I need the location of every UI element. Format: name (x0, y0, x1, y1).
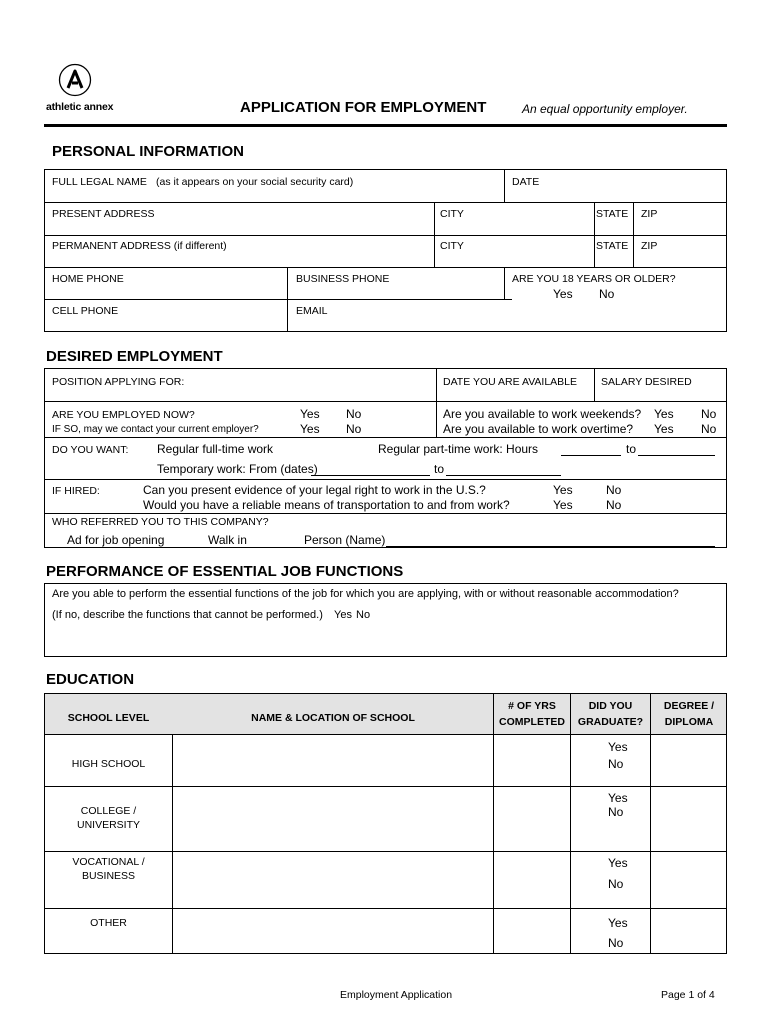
performance-heading: PERFORMANCE OF ESSENTIAL JOB FUNCTIONS (46, 563, 404, 580)
col-years-line2: COMPLETED (499, 716, 565, 728)
date-field[interactable] (506, 186, 725, 201)
row-level-line2: UNIVERSITY (76, 819, 140, 831)
permanent-state-label: STATE (596, 240, 629, 252)
performance-question: Are you able to perform the essential functions of the job for which you are applying, with or without reasonable accommodation? (52, 588, 679, 600)
desired-heading: DESIRED EMPLOYMENT (46, 348, 223, 365)
walk-in-option[interactable]: Walk in (208, 533, 247, 547)
present-zip-label: ZIP (641, 208, 658, 220)
if-hired-label: IF HIRED: (52, 485, 100, 497)
date-available-label: DATE YOU ARE AVAILABLE (443, 376, 578, 388)
graduate-yes-option[interactable]: Yes (608, 740, 628, 754)
full-name-note: (as it appears on your social security card) (156, 176, 354, 188)
permanent-city-label: CITY (440, 240, 464, 252)
graduate-yes-option[interactable]: Yes (608, 916, 628, 930)
row-level: COLLEGE / (80, 805, 137, 817)
col-years-line1: # OF YRS (508, 700, 556, 712)
contact-yes-option[interactable]: Yes (300, 422, 320, 436)
school-name-field[interactable] (173, 787, 493, 851)
degree-field[interactable] (651, 909, 726, 953)
degree-field[interactable] (651, 852, 726, 908)
row-level: VOCATIONAL / (72, 856, 145, 868)
overtime-no-option[interactable]: No (701, 422, 717, 436)
home-phone-field[interactable] (45, 284, 285, 298)
weekends-no-option[interactable]: No (701, 407, 717, 421)
contact-employer-label: IF SO, may we contact your current employer? (52, 424, 259, 435)
col-graduate-line1: DID YOU (588, 700, 633, 712)
temp-to-label: to (434, 462, 445, 476)
transport-yes-option[interactable]: Yes (553, 498, 573, 512)
legal-no-option[interactable]: No (606, 483, 622, 497)
row-level: OTHER (90, 917, 127, 929)
position-label: POSITION APPLYING FOR: (52, 376, 185, 388)
col-degree-line1: DEGREE / (663, 700, 715, 712)
hours-to-label: to (626, 442, 637, 456)
date-available-field[interactable] (438, 387, 592, 400)
present-city-label: CITY (440, 208, 464, 220)
performance-no-option[interactable]: No (356, 609, 371, 621)
logo-text: athletic annex (46, 101, 114, 113)
years-field[interactable] (494, 735, 570, 786)
school-name-field[interactable] (173, 735, 493, 786)
graduate-yes-option[interactable]: Yes (608, 791, 628, 805)
permanent-state-field[interactable] (596, 251, 631, 266)
years-field[interactable] (494, 909, 570, 953)
cell-phone-field[interactable] (45, 316, 285, 331)
referred-label: WHO REFERRED YOU TO THIS COMPANY? (52, 516, 269, 528)
employed-now-label: ARE YOU EMPLOYED NOW? (52, 409, 195, 421)
do-you-want-label: DO YOU WANT: (52, 444, 129, 456)
contact-no-option[interactable]: No (346, 422, 362, 436)
email-field[interactable] (289, 316, 725, 331)
date-label: DATE (512, 176, 540, 188)
transport-no-option[interactable]: No (606, 498, 622, 512)
degree-field[interactable] (651, 787, 726, 851)
performance-yes-option[interactable]: Yes (334, 609, 352, 621)
temp-from-field[interactable] (311, 475, 430, 476)
col-graduate-line2: GRADUATE? (577, 716, 644, 728)
person-name-field[interactable] (386, 546, 715, 547)
graduate-no-option[interactable]: No (608, 805, 624, 819)
years-field[interactable] (494, 787, 570, 851)
person-option[interactable]: Person (Name) (304, 533, 386, 547)
permanent-zip-field[interactable] (635, 251, 725, 266)
salary-label: SALARY DESIRED (601, 376, 692, 388)
graduate-no-option[interactable]: No (608, 757, 624, 771)
employed-no-option[interactable]: No (346, 407, 362, 421)
weekends-yes-option[interactable]: Yes (654, 407, 674, 421)
graduate-no-option[interactable]: No (608, 936, 624, 950)
col-degree-line2: DIPLOMA (664, 716, 714, 728)
row-level: HIGH SCHOOL (71, 758, 146, 770)
permanent-city-field[interactable] (436, 251, 592, 266)
logo-mark-icon (58, 63, 92, 97)
part-time-option[interactable]: Regular part-time work: Hours (378, 442, 539, 456)
present-state-label: STATE (596, 208, 629, 220)
present-zip-field[interactable] (635, 219, 725, 234)
col-school-level: SCHOOL LEVEL (67, 712, 150, 724)
overtime-yes-option[interactable]: Yes (654, 422, 674, 436)
legal-right-question: Can you present evidence of your legal right to work in the U.S.? (143, 483, 486, 497)
weekends-question: Are you available to work weekends? (443, 407, 642, 421)
age-no-option[interactable]: No (599, 287, 615, 301)
permanent-address-label: PERMANENT ADDRESS (if different) (52, 240, 227, 252)
permanent-address-field[interactable] (45, 251, 432, 266)
permanent-zip-label: ZIP (641, 240, 658, 252)
present-city-field[interactable] (436, 219, 592, 234)
performance-description-field[interactable] (46, 625, 725, 655)
school-name-field[interactable] (173, 852, 493, 908)
footer-title: Employment Application (340, 989, 453, 1001)
full-name-field[interactable] (45, 186, 502, 201)
ad-option[interactable]: Ad for job opening (67, 533, 165, 547)
degree-field[interactable] (651, 735, 726, 786)
temp-to-field[interactable] (446, 475, 561, 476)
present-address-field[interactable] (45, 219, 432, 234)
page-number: Page 1 of 4 (661, 989, 715, 1001)
temporary-option[interactable]: Temporary work: From (dates) (157, 462, 318, 476)
overtime-question: Are you available to work overtime? (443, 422, 634, 436)
present-state-field[interactable] (596, 219, 631, 234)
graduate-yes-option[interactable]: Yes (608, 856, 628, 870)
education-heading: EDUCATION (46, 671, 135, 688)
full-time-option[interactable]: Regular full-time work (157, 442, 274, 456)
col-school-name: NAME & LOCATION OF SCHOOL (251, 712, 415, 724)
hours-from-field[interactable] (561, 455, 621, 456)
header-rule (44, 124, 727, 127)
position-field[interactable] (45, 387, 434, 400)
transportation-question: Would you have a reliable means of transportation to and from work? (143, 498, 510, 512)
cell-phone-label: CELL PHONE (52, 305, 119, 317)
legal-yes-option[interactable]: Yes (553, 483, 573, 497)
salary-field[interactable] (596, 387, 725, 400)
years-field[interactable] (494, 852, 570, 908)
performance-note: (If no, describe the functions that cannot be performed.) (52, 609, 323, 621)
age-question: ARE YOU 18 YEARS OR OLDER? (512, 273, 676, 285)
present-address-label: PRESENT ADDRESS (52, 208, 155, 220)
personal-heading: PERSONAL INFORMATION (52, 143, 244, 160)
employed-yes-option[interactable]: Yes (300, 407, 320, 421)
graduate-no-option[interactable]: No (608, 877, 624, 891)
school-name-field[interactable] (173, 909, 493, 953)
business-phone-field[interactable] (289, 284, 502, 298)
home-phone-label: HOME PHONE (52, 273, 124, 285)
email-label: EMAIL (296, 305, 328, 317)
business-phone-label: BUSINESS PHONE (296, 273, 390, 285)
tagline: An equal opportunity employer. (522, 102, 688, 116)
age-yes-option[interactable]: Yes (553, 287, 573, 301)
hours-to-field[interactable] (638, 455, 715, 456)
full-name-label: FULL LEGAL NAME (52, 176, 147, 188)
page-title: APPLICATION FOR EMPLOYMENT (240, 99, 487, 116)
row-level-line2: BUSINESS (81, 870, 136, 882)
